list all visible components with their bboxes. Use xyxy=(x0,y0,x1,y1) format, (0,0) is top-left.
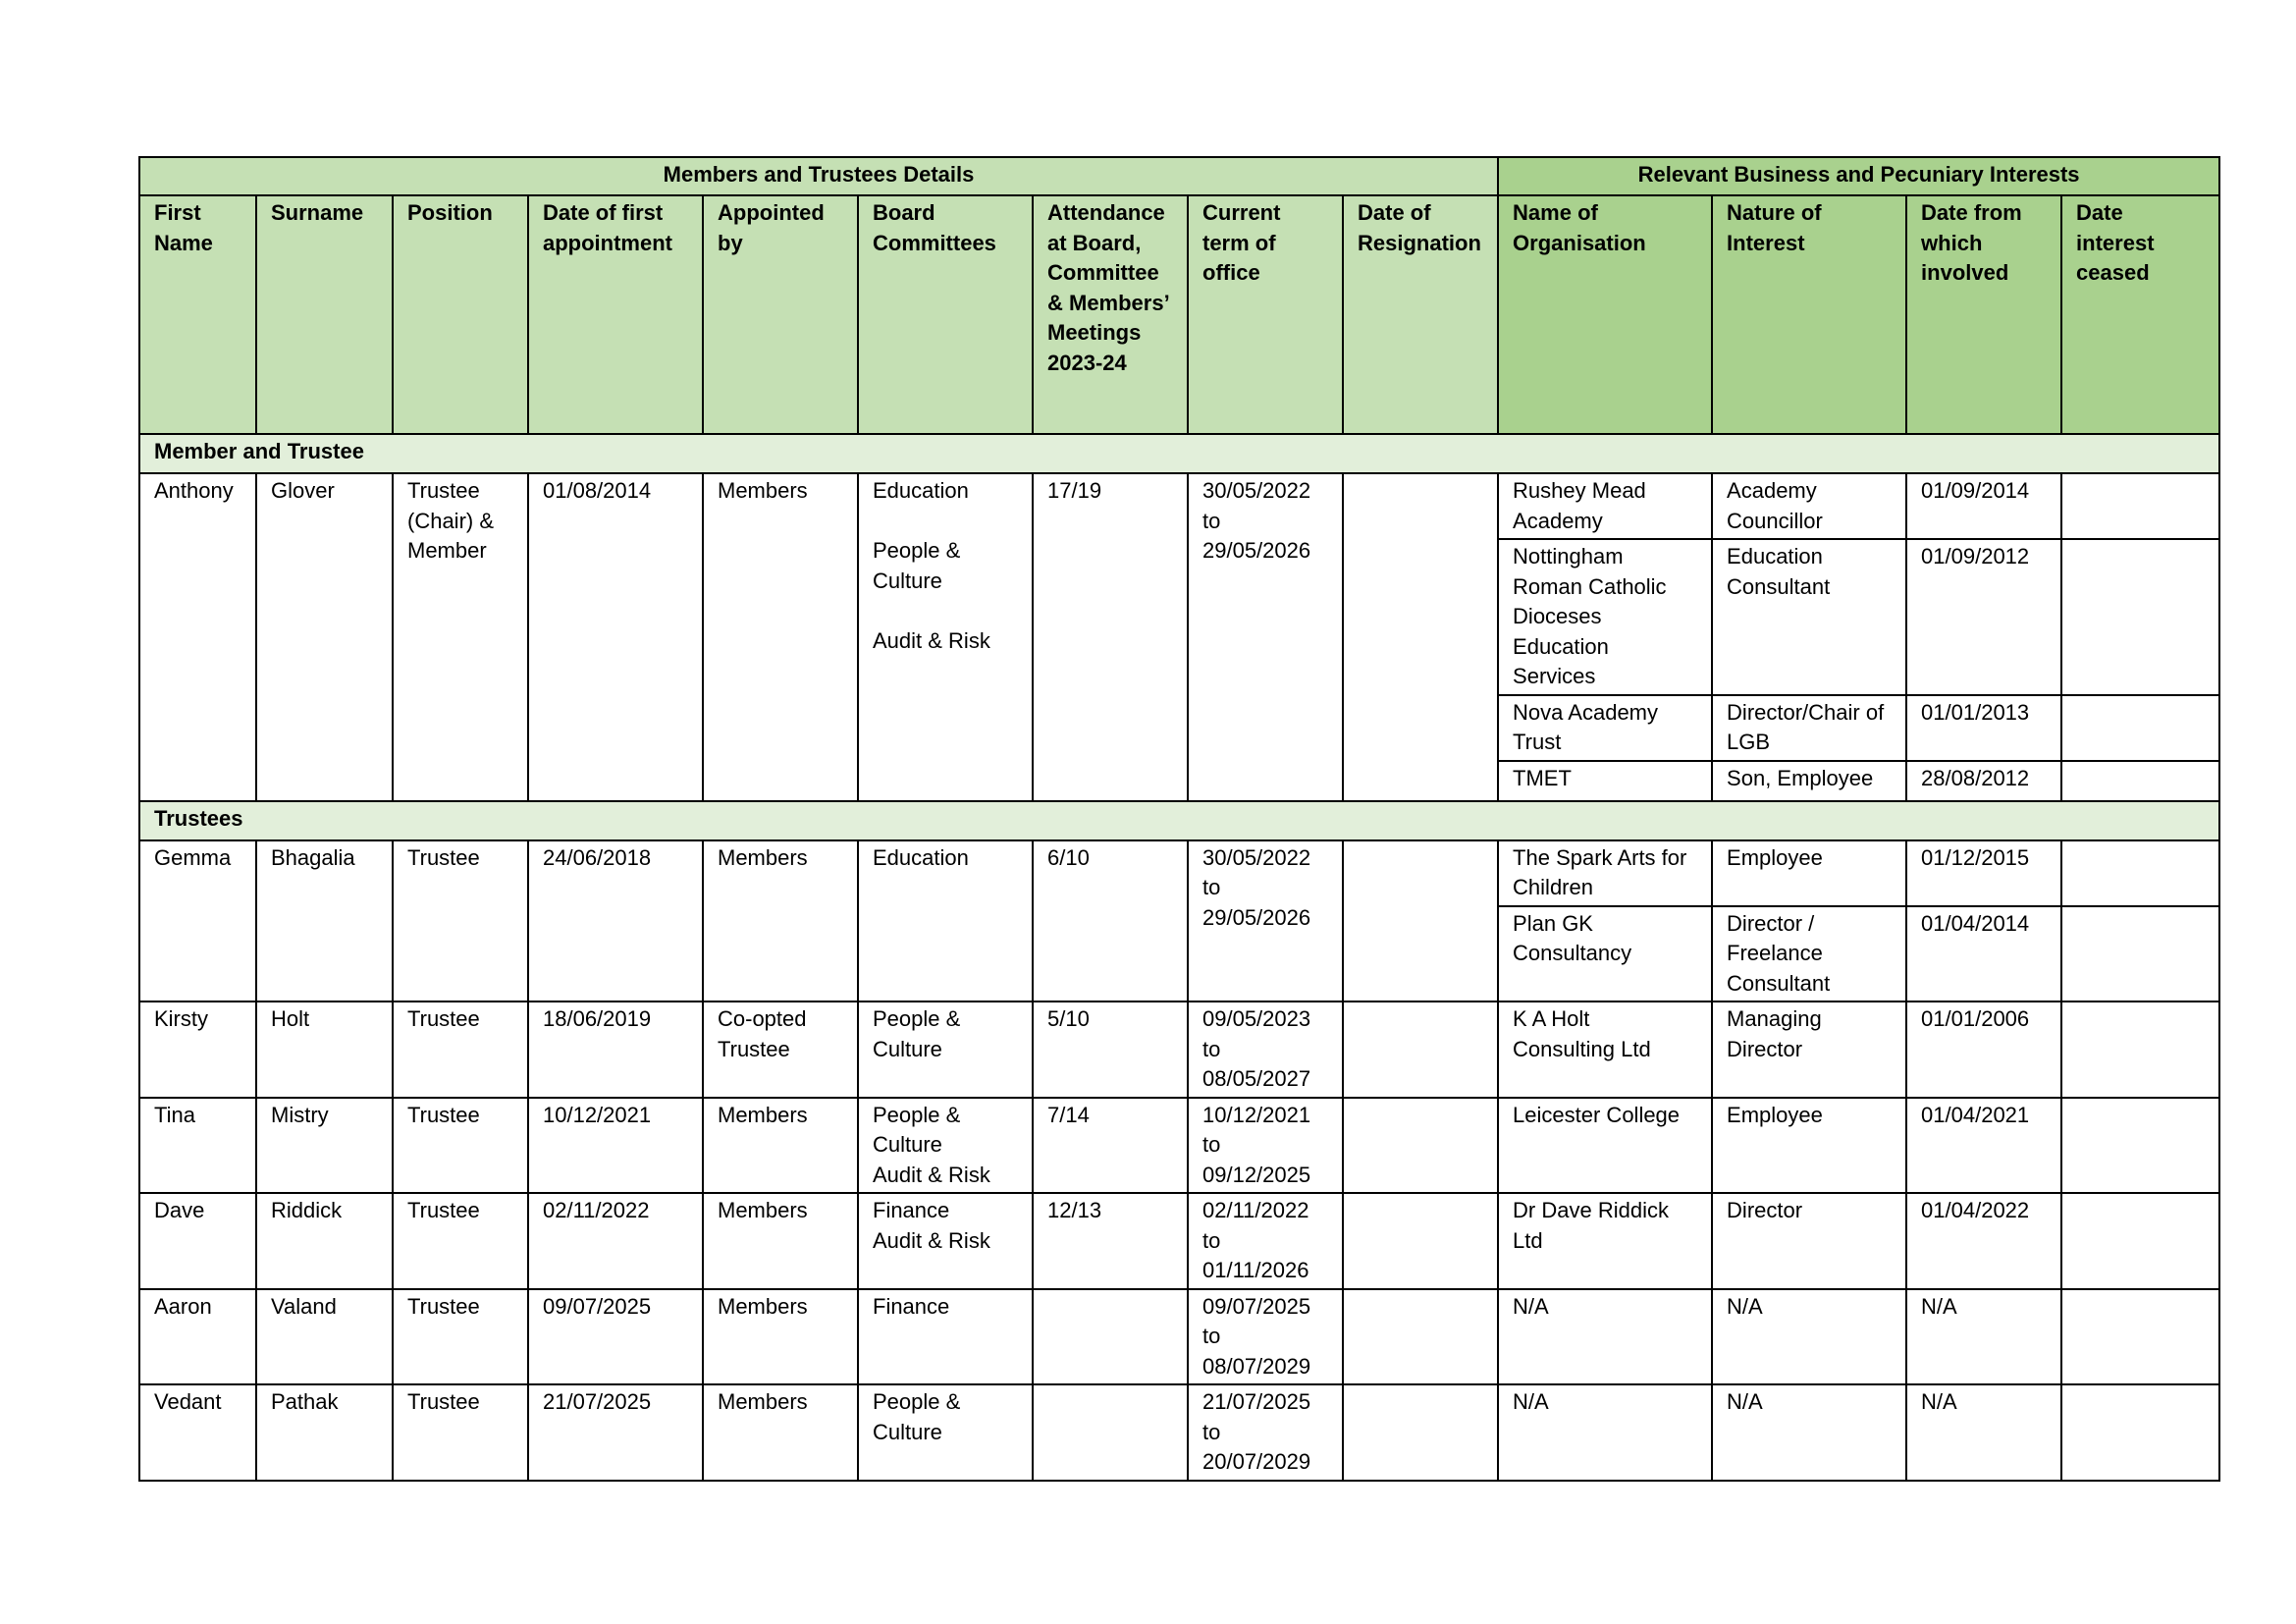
nature-cell: Son, Employee xyxy=(1712,761,1906,801)
position-cell: Trustee xyxy=(393,1289,528,1385)
first-name-cell: Vedant xyxy=(139,1384,256,1481)
position-cell: Trustee xyxy=(393,1384,528,1481)
section-row-trustees xyxy=(139,801,2219,840)
nature-cell: N/A xyxy=(1712,1384,1906,1481)
first-appointment-cell: 21/07/2025 xyxy=(528,1384,703,1481)
nature-cell: Director/Chair of LGB xyxy=(1712,695,1906,761)
attendance-cell xyxy=(1033,1384,1188,1481)
term-cell: 02/11/2022 to 01/11/2026 xyxy=(1188,1193,1343,1289)
attendance-cell: 6/10 xyxy=(1033,840,1188,1002)
col-attendance: Attendance at Board, Committee & Members’ Meetings 2023-24 xyxy=(1033,195,1188,434)
date-from-cell: 01/04/2014 xyxy=(1906,906,2061,1002)
nature-cell: Employee xyxy=(1712,840,1906,906)
date-ceased-cell xyxy=(2061,695,2219,761)
position-cell: Trustee xyxy=(393,1193,528,1289)
business-interests-header: Relevant Business and Pecuniary Interests xyxy=(1498,157,2219,195)
committees-cell: Education People & Culture Audit & Risk xyxy=(858,473,1033,801)
surname-cell: Riddick xyxy=(256,1193,393,1289)
table-row xyxy=(139,1193,2219,1289)
col-board-committees: Board Committees xyxy=(858,195,1033,434)
committees-cell: Finance xyxy=(858,1289,1033,1385)
organisation-cell: Nottingham Roman Catholic Dioceses Education Services xyxy=(1498,539,1712,695)
date-from-cell: 01/04/2021 xyxy=(1906,1098,2061,1194)
resignation-cell xyxy=(1343,1001,1498,1098)
section-row-member-trustee xyxy=(139,434,2219,473)
organisation-cell: TMET xyxy=(1498,761,1712,801)
date-from-cell: 01/01/2006 xyxy=(1906,1001,2061,1098)
first-appointment-cell: 24/06/2018 xyxy=(528,840,703,1002)
organisation-cell: Plan GK Consultancy xyxy=(1498,906,1712,1002)
nature-cell: Academy Councillor xyxy=(1712,473,1906,539)
first-name-cell: Kirsty xyxy=(139,1001,256,1098)
members-trustees-details-header: Members and Trustees Details xyxy=(139,157,1498,195)
first-appointment-cell: 10/12/2021 xyxy=(528,1098,703,1194)
resignation-cell xyxy=(1343,840,1498,1002)
resignation-cell xyxy=(1343,1289,1498,1385)
surname-cell: Glover xyxy=(256,473,393,801)
col-organisation: Name of Organisation xyxy=(1498,195,1712,434)
col-appointed-by: Appointed by xyxy=(703,195,858,434)
term-cell: 30/05/2022 to 29/05/2026 xyxy=(1188,473,1343,801)
date-ceased-cell xyxy=(2061,1384,2219,1481)
attendance-cell xyxy=(1033,1289,1188,1385)
date-ceased-cell xyxy=(2061,840,2219,906)
organisation-cell: The Spark Arts for Children xyxy=(1498,840,1712,906)
nature-cell: Managing Director xyxy=(1712,1001,1906,1098)
col-first-name: First Name xyxy=(139,195,256,434)
organisation-cell: K A Holt Consulting Ltd xyxy=(1498,1001,1712,1098)
table-row xyxy=(139,1289,2219,1385)
attendance-cell: 17/19 xyxy=(1033,473,1188,801)
resignation-cell xyxy=(1343,1098,1498,1194)
appointed-by-cell: Members xyxy=(703,473,858,801)
appointed-by-cell: Members xyxy=(703,1098,858,1194)
col-position: Position xyxy=(393,195,528,434)
organisation-cell: N/A xyxy=(1498,1384,1712,1481)
section-title: Trustees xyxy=(139,801,2219,840)
surname-cell: Pathak xyxy=(256,1384,393,1481)
resignation-cell xyxy=(1343,473,1498,801)
committees-cell: People & Culture xyxy=(858,1384,1033,1481)
date-ceased-cell xyxy=(2061,1098,2219,1194)
organisation-cell: N/A xyxy=(1498,1289,1712,1385)
group-header-row xyxy=(139,157,2219,195)
table-row xyxy=(139,1384,2219,1481)
first-name-cell: Tina xyxy=(139,1098,256,1194)
date-ceased-cell xyxy=(2061,1289,2219,1385)
term-cell: 09/07/2025 to 08/07/2029 xyxy=(1188,1289,1343,1385)
first-name-cell: Gemma xyxy=(139,840,256,1002)
surname-cell: Holt xyxy=(256,1001,393,1098)
term-cell: 30/05/2022 to 29/05/2026 xyxy=(1188,840,1343,1002)
organisation-cell: Nova Academy Trust xyxy=(1498,695,1712,761)
organisation-cell: Dr Dave Riddick Ltd xyxy=(1498,1193,1712,1289)
col-nature-of-interest: Nature of Interest xyxy=(1712,195,1906,434)
committees-cell: Education xyxy=(858,840,1033,1002)
first-name-cell: Aaron xyxy=(139,1289,256,1385)
date-from-cell: 01/09/2014 xyxy=(1906,473,2061,539)
date-from-cell: 28/08/2012 xyxy=(1906,761,2061,801)
column-header-row xyxy=(139,195,2219,434)
position-cell: Trustee xyxy=(393,1001,528,1098)
table-row xyxy=(139,840,2219,906)
date-from-cell: N/A xyxy=(1906,1384,2061,1481)
organisation-cell: Rushey Mead Academy xyxy=(1498,473,1712,539)
col-surname: Surname xyxy=(256,195,393,434)
appointed-by-cell: Co-opted Trustee xyxy=(703,1001,858,1098)
surname-cell: Valand xyxy=(256,1289,393,1385)
col-date-ceased: Date interest ceased xyxy=(2061,195,2219,434)
appointed-by-cell: Members xyxy=(703,840,858,1002)
col-resignation: Date of Resignation xyxy=(1343,195,1498,434)
appointed-by-cell: Members xyxy=(703,1384,858,1481)
date-from-cell: 01/04/2022 xyxy=(1906,1193,2061,1289)
nature-cell: Director / Freelance Consultant xyxy=(1712,906,1906,1002)
table-row xyxy=(139,1001,2219,1098)
first-appointment-cell: 09/07/2025 xyxy=(528,1289,703,1385)
date-from-cell: 01/01/2013 xyxy=(1906,695,2061,761)
committees-cell: People & Culture Audit & Risk xyxy=(858,1098,1033,1194)
section-title: Member and Trustee xyxy=(139,434,2219,473)
col-current-term: Current term of office xyxy=(1188,195,1343,434)
position-cell: Trustee xyxy=(393,840,528,1002)
first-appointment-cell: 02/11/2022 xyxy=(528,1193,703,1289)
date-ceased-cell xyxy=(2061,473,2219,539)
committees-cell: People & Culture xyxy=(858,1001,1033,1098)
term-cell: 09/05/2023 to 08/05/2027 xyxy=(1188,1001,1343,1098)
table-row xyxy=(139,473,2219,539)
nature-cell: N/A xyxy=(1712,1289,1906,1385)
first-name-cell: Anthony xyxy=(139,473,256,801)
position-cell: Trustee xyxy=(393,1098,528,1194)
resignation-cell xyxy=(1343,1193,1498,1289)
first-appointment-cell: 18/06/2019 xyxy=(528,1001,703,1098)
appointed-by-cell: Members xyxy=(703,1289,858,1385)
date-from-cell: 01/09/2012 xyxy=(1906,539,2061,695)
first-name-cell: Dave xyxy=(139,1193,256,1289)
date-ceased-cell xyxy=(2061,761,2219,801)
position-cell: Trustee (Chair) & Member xyxy=(393,473,528,801)
term-cell: 21/07/2025 to 20/07/2029 xyxy=(1188,1384,1343,1481)
surname-cell: Mistry xyxy=(256,1098,393,1194)
date-ceased-cell xyxy=(2061,539,2219,695)
date-from-cell: 01/12/2015 xyxy=(1906,840,2061,906)
attendance-cell: 7/14 xyxy=(1033,1098,1188,1194)
nature-cell: Director xyxy=(1712,1193,1906,1289)
members-trustees-register-table xyxy=(138,156,2220,1482)
attendance-cell: 5/10 xyxy=(1033,1001,1188,1098)
organisation-cell: Leicester College xyxy=(1498,1098,1712,1194)
attendance-cell: 12/13 xyxy=(1033,1193,1188,1289)
surname-cell: Bhagalia xyxy=(256,840,393,1002)
date-ceased-cell xyxy=(2061,1193,2219,1289)
committees-cell: Finance Audit & Risk xyxy=(858,1193,1033,1289)
appointed-by-cell: Members xyxy=(703,1193,858,1289)
nature-cell: Employee xyxy=(1712,1098,1906,1194)
col-first-appointment: Date of first appointment xyxy=(528,195,703,434)
date-ceased-cell xyxy=(2061,1001,2219,1098)
table-row xyxy=(139,1098,2219,1194)
resignation-cell xyxy=(1343,1384,1498,1481)
nature-cell: Education Consultant xyxy=(1712,539,1906,695)
col-date-from: Date from which involved xyxy=(1906,195,2061,434)
first-appointment-cell: 01/08/2014 xyxy=(528,473,703,801)
date-from-cell: N/A xyxy=(1906,1289,2061,1385)
date-ceased-cell xyxy=(2061,906,2219,1002)
term-cell: 10/12/2021 to 09/12/2025 xyxy=(1188,1098,1343,1194)
